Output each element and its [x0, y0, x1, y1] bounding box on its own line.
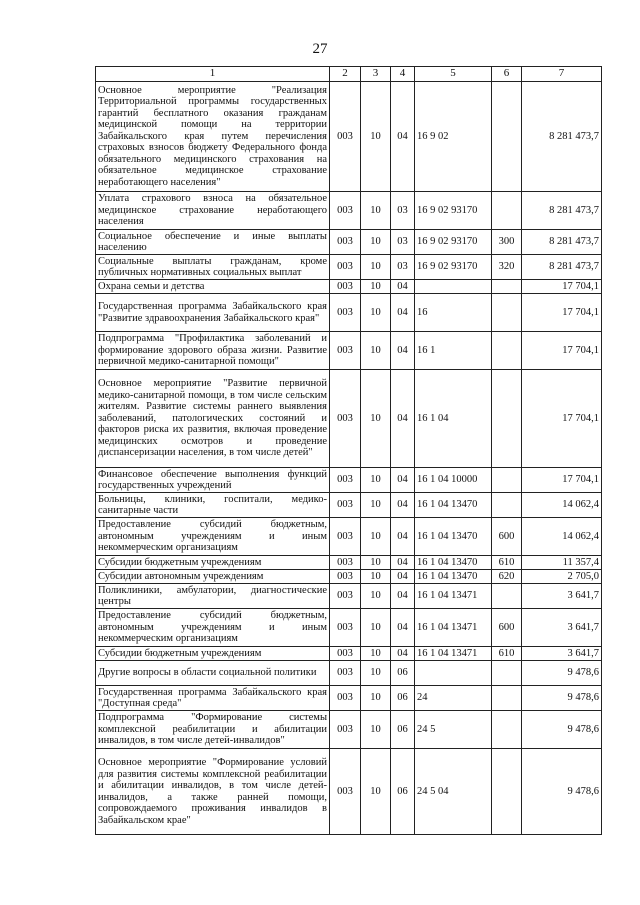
cell-name: Уплата страхового взноса на обязательное медицинское страхование неработающего населения [96, 192, 330, 230]
cell-expense: 600 [492, 609, 522, 647]
cell-amount: 17 704,1 [522, 332, 602, 370]
table-row [96, 647, 602, 661]
cell-expense [492, 468, 522, 493]
cell-amount: 9 478,6 [522, 686, 602, 711]
column-header: 1 [96, 67, 330, 82]
cell-section: 10 [361, 749, 391, 835]
cell-code: 003 [330, 570, 361, 584]
cell-expense [492, 370, 522, 468]
cell-target: 16 1 04 10000 [415, 468, 492, 493]
cell-section: 10 [361, 711, 391, 749]
cell-target: 16 9 02 93170 [415, 230, 492, 255]
cell-amount: 3 641,7 [522, 584, 602, 609]
column-header: 2 [330, 67, 361, 82]
page-number: 27 [312, 41, 328, 57]
cell-section: 10 [361, 647, 391, 661]
table-row [96, 661, 602, 686]
cell-subsection: 04 [391, 82, 415, 192]
cell-amount: 8 281 473,7 [522, 82, 602, 192]
cell-amount: 8 281 473,7 [522, 230, 602, 255]
cell-name: Основное мероприятие "Реализация Территориальной программы государственных гарантий бесплатного оказания гражданам медицинской помощи на территории Забайкальского края путем перечисления страховых взносов бюджету Федерального фонда обязательного медицинского страхования на обязательное медицинское страхование неработающего населения" [96, 82, 330, 192]
cell-code: 003 [330, 493, 361, 518]
cell-name: Предоставление субсидий бюджетным, автономным учреждениям и иным некоммерческим организациям [96, 609, 330, 647]
cell-target: 16 1 04 13470 [415, 518, 492, 556]
cell-subsection: 04 [391, 584, 415, 609]
cell-target: 16 1 04 13471 [415, 647, 492, 661]
cell-target: 24 [415, 686, 492, 711]
cell-section: 10 [361, 294, 391, 332]
cell-target: 24 5 04 [415, 749, 492, 835]
cell-code: 003 [330, 332, 361, 370]
cell-target: 16 9 02 93170 [415, 192, 492, 230]
cell-code: 003 [330, 192, 361, 230]
cell-amount: 14 062,4 [522, 493, 602, 518]
cell-amount: 2 705,0 [522, 570, 602, 584]
cell-expense [492, 584, 522, 609]
column-header: 4 [391, 67, 415, 82]
cell-section: 10 [361, 468, 391, 493]
cell-subsection: 03 [391, 255, 415, 280]
table-row [96, 370, 602, 468]
cell-amount: 8 281 473,7 [522, 192, 602, 230]
column-header: 6 [492, 67, 522, 82]
cell-target: 16 1 [415, 332, 492, 370]
table-row [96, 556, 602, 570]
cell-expense: 300 [492, 230, 522, 255]
cell-section: 10 [361, 370, 391, 468]
cell-name: Финансовое обеспечение выполнения функций государственных учреждений [96, 468, 330, 493]
cell-amount: 17 704,1 [522, 280, 602, 294]
cell-code: 003 [330, 686, 361, 711]
cell-subsection: 04 [391, 493, 415, 518]
cell-expense [492, 280, 522, 294]
cell-subsection: 04 [391, 570, 415, 584]
cell-subsection: 04 [391, 294, 415, 332]
cell-section: 10 [361, 230, 391, 255]
table-row [96, 294, 602, 332]
cell-code: 003 [330, 584, 361, 609]
cell-section: 10 [361, 280, 391, 294]
cell-code: 003 [330, 294, 361, 332]
cell-amount: 17 704,1 [522, 294, 602, 332]
cell-subsection: 04 [391, 518, 415, 556]
cell-amount: 3 641,7 [522, 609, 602, 647]
cell-section: 10 [361, 686, 391, 711]
cell-target: 16 1 04 13470 [415, 493, 492, 518]
cell-expense [492, 711, 522, 749]
cell-expense [492, 192, 522, 230]
table-row [96, 230, 602, 255]
cell-section: 10 [361, 570, 391, 584]
cell-expense [492, 493, 522, 518]
column-header: 3 [361, 67, 391, 82]
column-header: 7 [522, 67, 602, 82]
cell-expense: 600 [492, 518, 522, 556]
cell-expense: 610 [492, 556, 522, 570]
cell-expense: 610 [492, 647, 522, 661]
cell-target: 24 5 [415, 711, 492, 749]
table-row [96, 584, 602, 609]
cell-name: Субсидии бюджетным учреждениям [96, 647, 330, 661]
cell-subsection: 04 [391, 280, 415, 294]
cell-amount: 17 704,1 [522, 468, 602, 493]
cell-section: 10 [361, 192, 391, 230]
table-row [96, 280, 602, 294]
cell-subsection: 04 [391, 370, 415, 468]
cell-code: 003 [330, 661, 361, 686]
cell-code: 003 [330, 609, 361, 647]
table-row [96, 82, 602, 192]
cell-target: 16 [415, 294, 492, 332]
table-row [96, 518, 602, 556]
column-header: 5 [415, 67, 492, 82]
cell-subsection: 06 [391, 686, 415, 711]
cell-name: Подпрограмма "Профилактика заболеваний и формирование здорового образа жизни. Развитие первичной медико-санитарной помощи" [96, 332, 330, 370]
cell-section: 10 [361, 609, 391, 647]
cell-target: 16 9 02 [415, 82, 492, 192]
cell-code: 003 [330, 280, 361, 294]
table-row [96, 468, 602, 493]
table-row [96, 749, 602, 835]
cell-name: Предоставление субсидий бюджетным, автономным учреждениям и иным некоммерческим организациям [96, 518, 330, 556]
table-row [96, 493, 602, 518]
cell-name: Субсидии автономным учреждениям [96, 570, 330, 584]
cell-code: 003 [330, 647, 361, 661]
cell-name: Субсидии бюджетным учреждениям [96, 556, 330, 570]
cell-code: 003 [330, 468, 361, 493]
cell-expense [492, 686, 522, 711]
cell-target: 16 1 04 13471 [415, 584, 492, 609]
cell-section: 10 [361, 255, 391, 280]
cell-target [415, 661, 492, 686]
cell-amount: 9 478,6 [522, 749, 602, 835]
table-row [96, 332, 602, 370]
cell-section: 10 [361, 556, 391, 570]
cell-target: 16 9 02 93170 [415, 255, 492, 280]
table-row [96, 255, 602, 280]
table-row [96, 609, 602, 647]
table-row [96, 686, 602, 711]
budget-table [95, 66, 602, 835]
cell-name: Государственная программа Забайкальского края "Доступная среда" [96, 686, 330, 711]
cell-name: Социальные выплаты гражданам, кроме публичных нормативных социальных выплат [96, 255, 330, 280]
cell-expense: 320 [492, 255, 522, 280]
table-row [96, 570, 602, 584]
cell-name: Подпрограмма "Формирование системы комплексной реабилитации и абилитации инвалидов, в том числе детей-инвалидов" [96, 711, 330, 749]
cell-expense [492, 82, 522, 192]
cell-expense [492, 749, 522, 835]
cell-section: 10 [361, 493, 391, 518]
cell-amount: 8 281 473,7 [522, 255, 602, 280]
cell-section: 10 [361, 518, 391, 556]
cell-target: 16 1 04 13471 [415, 609, 492, 647]
table-header-row [96, 67, 602, 82]
cell-name: Социальное обеспечение и иные выплаты населению [96, 230, 330, 255]
cell-expense: 620 [492, 570, 522, 584]
cell-subsection: 04 [391, 468, 415, 493]
cell-target: 16 1 04 13470 [415, 570, 492, 584]
cell-subsection: 04 [391, 332, 415, 370]
cell-name: Государственная программа Забайкальского края "Развитие здравоохранения Забайкальского края" [96, 294, 330, 332]
cell-subsection: 04 [391, 647, 415, 661]
cell-name: Основное мероприятие "Развитие первичной медико-санитарной помощи, в том числе сельским жителям. Развитие системы раннего выявления заболеваний, патологических состояний и факторов риска их развития, включая проведение медицинских осмотров и проведение диспансеризации населения, в том числе детей" [96, 370, 330, 468]
cell-name: Основное мероприятие "Формирование условий для развития системы комплексной реабилитации и абилитации инвалидов, в том числе детей-инвалидов, а также ранней помощи, сопровождаемого проживания инвалидов в Забайкальском крае" [96, 749, 330, 835]
cell-subsection: 06 [391, 661, 415, 686]
cell-subsection: 06 [391, 749, 415, 835]
cell-name: Больницы, клиники, госпитали, медико-санитарные части [96, 493, 330, 518]
cell-amount: 17 704,1 [522, 370, 602, 468]
cell-code: 003 [330, 518, 361, 556]
cell-code: 003 [330, 556, 361, 570]
cell-expense [492, 332, 522, 370]
cell-name: Другие вопросы в области социальной политики [96, 661, 330, 686]
cell-target: 16 1 04 [415, 370, 492, 468]
cell-amount: 11 357,4 [522, 556, 602, 570]
cell-code: 003 [330, 370, 361, 468]
cell-code: 003 [330, 255, 361, 280]
cell-code: 003 [330, 82, 361, 192]
cell-subsection: 03 [391, 230, 415, 255]
cell-amount: 9 478,6 [522, 711, 602, 749]
cell-section: 10 [361, 82, 391, 192]
cell-name: Поликлиники, амбулатории, диагностические центры [96, 584, 330, 609]
cell-name: Охрана семьи и детства [96, 280, 330, 294]
cell-code: 003 [330, 230, 361, 255]
cell-expense [492, 294, 522, 332]
cell-expense [492, 661, 522, 686]
cell-amount: 14 062,4 [522, 518, 602, 556]
cell-subsection: 06 [391, 711, 415, 749]
table-row [96, 192, 602, 230]
cell-target [415, 280, 492, 294]
cell-section: 10 [361, 332, 391, 370]
cell-amount: 3 641,7 [522, 647, 602, 661]
cell-code: 003 [330, 749, 361, 835]
cell-code: 003 [330, 711, 361, 749]
cell-section: 10 [361, 661, 391, 686]
table-row [96, 711, 602, 749]
cell-section: 10 [361, 584, 391, 609]
cell-target: 16 1 04 13470 [415, 556, 492, 570]
cell-amount: 9 478,6 [522, 661, 602, 686]
cell-subsection: 04 [391, 556, 415, 570]
cell-subsection: 03 [391, 192, 415, 230]
cell-subsection: 04 [391, 609, 415, 647]
